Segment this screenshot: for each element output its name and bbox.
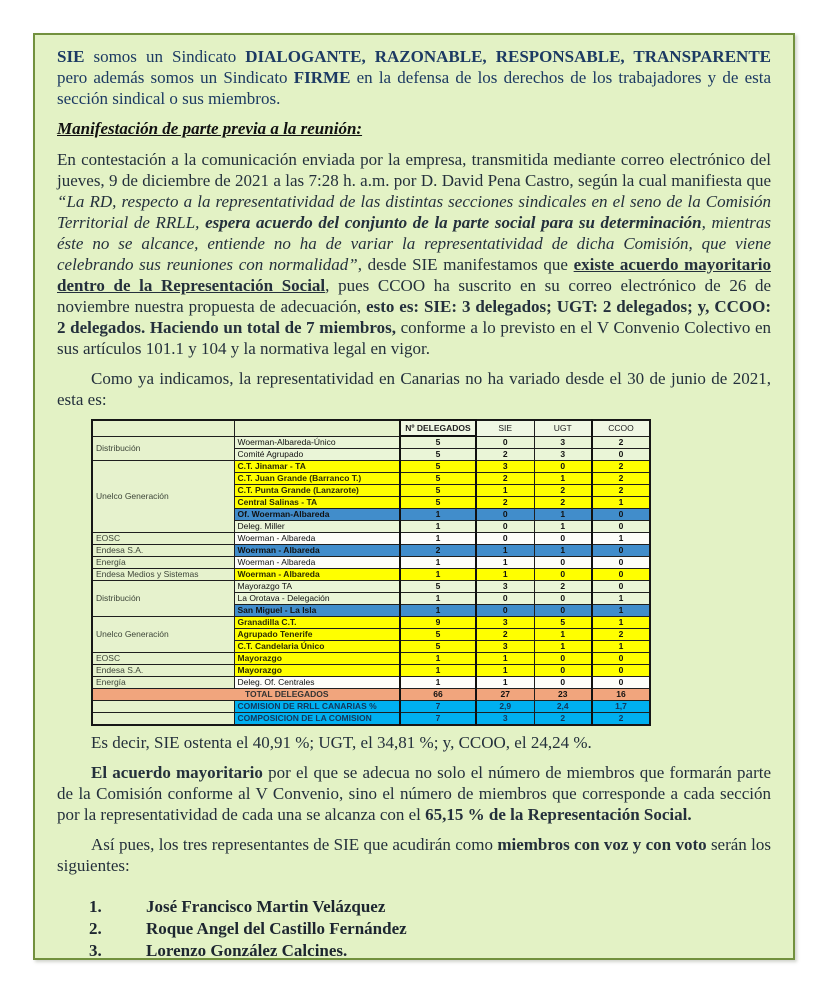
table-value-cell: 66 bbox=[400, 689, 476, 701]
table-value-cell: 1 bbox=[592, 617, 650, 629]
text-segment: 65,15 % de la Representación Social. bbox=[425, 805, 692, 824]
table-name-cell: La Orotava - Delegación bbox=[234, 593, 400, 605]
table-value-cell: 5 bbox=[400, 497, 476, 509]
representative-name: Lorenzo González Calcines. bbox=[146, 941, 348, 960]
table-name-cell: Of. Woerman-Albareda bbox=[234, 509, 400, 521]
text-segment: Es decir, SIE ostenta el 40,91 %; UGT, el 34,81 %; y, CCOO, el 24,24 %. bbox=[91, 733, 592, 752]
text-segment: serán los siguientes: bbox=[57, 835, 771, 875]
table-value-cell: 3 bbox=[476, 641, 534, 653]
table-header-row bbox=[92, 420, 650, 436]
table-row bbox=[92, 665, 650, 677]
table-name-cell: Mayorazgo bbox=[234, 665, 400, 677]
representatives-list bbox=[57, 896, 771, 960]
text-segment: Así pues, los tres representantes de SIE que acudirán como bbox=[91, 835, 498, 854]
table-name-cell: Agrupado Tenerife bbox=[234, 629, 400, 641]
table-value-cell: 0 bbox=[476, 509, 534, 521]
text-segment: DIALOGANTE, RAZONABLE, RESPONSABLE, TRANSPARENTE bbox=[245, 47, 771, 66]
table-value-cell: 1 bbox=[592, 605, 650, 617]
table-value-cell: 1 bbox=[400, 557, 476, 569]
table-value-cell: 0 bbox=[592, 677, 650, 689]
table-name-cell: Granadilla C.T. bbox=[234, 617, 400, 629]
table-value-cell: 0 bbox=[592, 653, 650, 665]
table-value-cell: 1 bbox=[592, 593, 650, 605]
table-group-cell: EOSC bbox=[92, 533, 234, 545]
table-row bbox=[92, 533, 650, 545]
table-value-cell: 2 bbox=[592, 485, 650, 497]
table-value-cell: 2 bbox=[476, 497, 534, 509]
table-value-cell: 2 bbox=[592, 713, 650, 726]
table-name-cell: Central Salinas - TA bbox=[234, 497, 400, 509]
table-group-cell: Endesa S.A. bbox=[92, 665, 234, 677]
table-value-cell: 0 bbox=[534, 677, 592, 689]
table-value-cell: 0 bbox=[592, 545, 650, 557]
table-value-cell: 0 bbox=[476, 605, 534, 617]
table-total-row bbox=[92, 689, 650, 701]
table-group-cell: Energía bbox=[92, 557, 234, 569]
table-value-cell: 1 bbox=[476, 545, 534, 557]
table-value-cell: 5 bbox=[400, 449, 476, 461]
table-name-cell: C.T. Punta Grande (Lanzarote) bbox=[234, 485, 400, 497]
table-value-cell: 2 bbox=[476, 473, 534, 485]
table-value-cell: 1 bbox=[400, 569, 476, 581]
table-value-cell: 1 bbox=[534, 641, 592, 653]
table-value-cell: 5 bbox=[400, 473, 476, 485]
table-value-cell: 2 bbox=[592, 461, 650, 473]
text-segment: por el que se adecua no solo el número de miembros que formarán parte de la Comisión conforme al V Convenio, sino el número de miembros que corresponde a cada sección por la representatividad de cada una se alcanza con el bbox=[57, 763, 771, 824]
table-name-cell: Comité Agrupado bbox=[234, 449, 400, 461]
response-paragraph bbox=[57, 149, 771, 359]
table-value-cell: 0 bbox=[592, 665, 650, 677]
text-segment: Como ya indicamos, la representatividad en Canarias no ha variado desde el 30 de junio de 2021, esta es: bbox=[57, 369, 771, 409]
table-group-cell: Energía bbox=[92, 677, 234, 689]
table-value-cell: 1 bbox=[476, 569, 534, 581]
section-heading: Manifestación de parte previa a la reunión: bbox=[57, 119, 363, 138]
table-row bbox=[92, 569, 650, 581]
table-value-cell: 2 bbox=[534, 497, 592, 509]
table-value-cell: 0 bbox=[592, 449, 650, 461]
table-commission-label: COMPOSICION DE LA COMISION bbox=[234, 713, 400, 726]
table-header-cell: CCOO bbox=[592, 420, 650, 436]
representative-name: José Francisco Martin Velázquez bbox=[146, 897, 386, 916]
table-value-cell: 1 bbox=[400, 533, 476, 545]
table-value-cell: 1 bbox=[400, 521, 476, 533]
table-value-cell: 7 bbox=[400, 713, 476, 726]
table-value-cell: 1,7 bbox=[592, 701, 650, 713]
table-value-cell: 5 bbox=[534, 617, 592, 629]
table-name-cell: San Miguel - La Isla bbox=[234, 605, 400, 617]
table-value-cell: 3 bbox=[476, 617, 534, 629]
table-header-cell: UGT bbox=[534, 420, 592, 436]
table-value-cell: 1 bbox=[400, 605, 476, 617]
table-value-cell: 0 bbox=[592, 557, 650, 569]
table-group-cell bbox=[92, 713, 234, 726]
table-name-cell: Woerman-Albareda-Único bbox=[234, 436, 400, 449]
table-value-cell: 0 bbox=[534, 605, 592, 617]
table-group-cell: Unelco Generación bbox=[92, 461, 234, 533]
text-segment: conforme a lo previsto en el V Convenio Colectivo en sus artículos 101.1 y 104 y la normativa legal en vigor. bbox=[57, 318, 772, 358]
agreement-paragraph bbox=[57, 762, 771, 825]
table-value-cell: 0 bbox=[476, 436, 534, 449]
table-value-cell: 2 bbox=[476, 629, 534, 641]
table-row bbox=[92, 545, 650, 557]
table-value-cell: 5 bbox=[400, 629, 476, 641]
representation-table-wrap bbox=[91, 419, 771, 726]
representative-name: Roque Angel del Castillo Fernández bbox=[146, 919, 407, 938]
text-segment: espera acuerdo del conjunto de la parte social para su determinación bbox=[205, 213, 702, 232]
table-name-cell: Deleg. Miller bbox=[234, 521, 400, 533]
table-value-cell: 2,9 bbox=[476, 701, 534, 713]
table-value-cell: 1 bbox=[534, 629, 592, 641]
table-value-cell: 2 bbox=[534, 581, 592, 593]
table-value-cell: 1 bbox=[534, 521, 592, 533]
text-segment: miembros con voz y con voto bbox=[497, 835, 707, 854]
table-name-cell: C.T. Candelaria Único bbox=[234, 641, 400, 653]
table-value-cell: 9 bbox=[400, 617, 476, 629]
table-header-cell: Nº DELEGADOS bbox=[400, 420, 476, 436]
table-value-cell: 0 bbox=[534, 665, 592, 677]
text-segment: FIRME bbox=[293, 68, 351, 87]
table-total-label: TOTAL DELEGADOS bbox=[92, 689, 400, 701]
table-value-cell: 0 bbox=[592, 581, 650, 593]
table-value-cell: 0 bbox=[534, 569, 592, 581]
table-value-cell: 0 bbox=[592, 521, 650, 533]
table-value-cell: 5 bbox=[400, 485, 476, 497]
text-segment: pero además somos un Sindicato bbox=[57, 68, 294, 87]
table-group-cell: EOSC bbox=[92, 653, 234, 665]
text-segment: en la defensa de los derechos de los trabajadores y de esta sección sindical o sus miembros. bbox=[57, 68, 772, 108]
table-value-cell: 1 bbox=[400, 665, 476, 677]
table-value-cell: 0 bbox=[534, 461, 592, 473]
text-segment: existe acuerdo mayoritario dentro de la Representación Social bbox=[57, 255, 772, 295]
table-value-cell: 2 bbox=[476, 449, 534, 461]
table-value-cell: 3 bbox=[476, 581, 534, 593]
table-group-cell: Endesa S.A. bbox=[92, 545, 234, 557]
list-number: 2. bbox=[89, 919, 102, 938]
percentages-paragraph bbox=[57, 732, 771, 753]
table-value-cell: 1 bbox=[592, 497, 650, 509]
table-value-cell: 2 bbox=[592, 436, 650, 449]
table-value-cell: 2 bbox=[592, 629, 650, 641]
table-value-cell: 0 bbox=[592, 569, 650, 581]
table-value-cell: 0 bbox=[534, 557, 592, 569]
table-row bbox=[92, 677, 650, 689]
table-name-cell: Deleg. Of. Centrales bbox=[234, 677, 400, 689]
table-value-cell: 0 bbox=[534, 533, 592, 545]
table-value-cell: 5 bbox=[400, 641, 476, 653]
list-item bbox=[89, 918, 771, 940]
table-value-cell: 0 bbox=[534, 653, 592, 665]
table-name-cell: Woerman - Albareda bbox=[234, 545, 400, 557]
table-name-cell: Mayorazgo bbox=[234, 653, 400, 665]
text-segment: SIE bbox=[57, 47, 85, 66]
table-group-cell: Distribución bbox=[92, 436, 234, 461]
table-value-cell: 1 bbox=[534, 545, 592, 557]
table-value-cell: 1 bbox=[592, 533, 650, 545]
text-segment: , mientras éste no se alcance, entiende no ha de variar la representatividad de dicha Comisión, que viene celebrando sus reuniones con normalidad” bbox=[57, 213, 772, 274]
table-header-cell: SIE bbox=[476, 420, 534, 436]
table-header-cell bbox=[234, 420, 400, 436]
table-group-cell: Unelco Generación bbox=[92, 617, 234, 653]
table-value-cell: 0 bbox=[476, 533, 534, 545]
intro-paragraph bbox=[57, 46, 771, 109]
table-value-cell: 16 bbox=[592, 689, 650, 701]
table-commission-label: COMISION DE RRLL CANARIAS % bbox=[234, 701, 400, 713]
table-value-cell: 3 bbox=[534, 449, 592, 461]
table-name-cell: C.T. Jinamar - TA bbox=[234, 461, 400, 473]
table-group-cell bbox=[92, 701, 234, 713]
list-item bbox=[89, 940, 771, 960]
table-group-cell: Endesa Medios y Sistemas bbox=[92, 569, 234, 581]
table-value-cell: 5 bbox=[400, 581, 476, 593]
table-name-cell: Woerman - Albareda bbox=[234, 569, 400, 581]
list-number: 3. bbox=[89, 941, 102, 960]
table-value-cell: 1 bbox=[400, 653, 476, 665]
text-segment: En contestación a la comunicación enviada por la empresa, transmitida mediante correo electrónico del jueves, 9 de diciembre de 2021 a las 7:28 h. a.m. por D. David Pena Castro, según la cual manifiesta que bbox=[57, 150, 771, 190]
table-value-cell: 1 bbox=[476, 665, 534, 677]
table-value-cell: 27 bbox=[476, 689, 534, 701]
table-value-cell: 1 bbox=[476, 677, 534, 689]
table-value-cell: 3 bbox=[476, 461, 534, 473]
table-row bbox=[92, 653, 650, 665]
table-value-cell: 1 bbox=[534, 473, 592, 485]
table-value-cell: 2 bbox=[400, 545, 476, 557]
table-value-cell: 23 bbox=[534, 689, 592, 701]
table-value-cell: 2 bbox=[534, 485, 592, 497]
table-value-cell: 0 bbox=[592, 509, 650, 521]
representativity-paragraph bbox=[57, 368, 771, 410]
table-row bbox=[92, 557, 650, 569]
table-value-cell: 0 bbox=[476, 521, 534, 533]
table-value-cell: 1 bbox=[592, 641, 650, 653]
text-segment: somos un Sindicato bbox=[84, 47, 246, 66]
text-segment: , desde SIE manifestamos que bbox=[357, 255, 574, 274]
text-segment: , pues CCOO ha suscrito en su correo electrónico de 26 de noviembre nuestra propuesta de adecuación, bbox=[57, 276, 772, 316]
list-number: 1. bbox=[89, 897, 102, 916]
table-value-cell: 3 bbox=[534, 436, 592, 449]
list-item bbox=[89, 896, 771, 918]
table-value-cell: 2 bbox=[534, 713, 592, 726]
table-value-cell: 1 bbox=[400, 593, 476, 605]
table-value-cell: 3 bbox=[476, 713, 534, 726]
table-value-cell: 1 bbox=[400, 677, 476, 689]
table-name-cell: Woerman - Albareda bbox=[234, 533, 400, 545]
table-value-cell: 1 bbox=[476, 557, 534, 569]
representation-table bbox=[91, 419, 651, 726]
text-segment: esto es: SIE: 3 delegados; UGT: 2 delegados; y, CCOO: 2 delegados. Haciendo un total de 7 miembros, bbox=[57, 297, 771, 337]
table-value-cell: 1 bbox=[400, 509, 476, 521]
table-commission-row bbox=[92, 701, 650, 713]
attendees-paragraph bbox=[57, 834, 771, 876]
table-group-cell: Distribución bbox=[92, 581, 234, 617]
table-value-cell: 5 bbox=[400, 436, 476, 449]
table-value-cell: 0 bbox=[476, 593, 534, 605]
table-value-cell: 7 bbox=[400, 701, 476, 713]
document-page bbox=[33, 33, 795, 960]
table-value-cell: 1 bbox=[476, 653, 534, 665]
table-value-cell: 5 bbox=[400, 461, 476, 473]
table-value-cell: 2 bbox=[592, 473, 650, 485]
table-name-cell: C.T. Juan Grande (Barranco T.) bbox=[234, 473, 400, 485]
table-row bbox=[92, 436, 650, 449]
table-row bbox=[92, 617, 650, 629]
table-header-cell bbox=[92, 420, 234, 436]
table-value-cell: 0 bbox=[534, 593, 592, 605]
table-commission-row bbox=[92, 713, 650, 726]
table-row bbox=[92, 461, 650, 473]
table-value-cell: 2,4 bbox=[534, 701, 592, 713]
text-segment: “La RD, respecto a la representatividad de las distintas secciones sindicales en el seno de la Comisión Territorial de RRLL, bbox=[57, 192, 771, 232]
table-value-cell: 1 bbox=[476, 485, 534, 497]
table-name-cell: Mayorazgo TA bbox=[234, 581, 400, 593]
table-name-cell: Woerman - Albareda bbox=[234, 557, 400, 569]
table-row bbox=[92, 581, 650, 593]
text-segment: El acuerdo mayoritario bbox=[91, 763, 263, 782]
table-value-cell: 1 bbox=[534, 509, 592, 521]
